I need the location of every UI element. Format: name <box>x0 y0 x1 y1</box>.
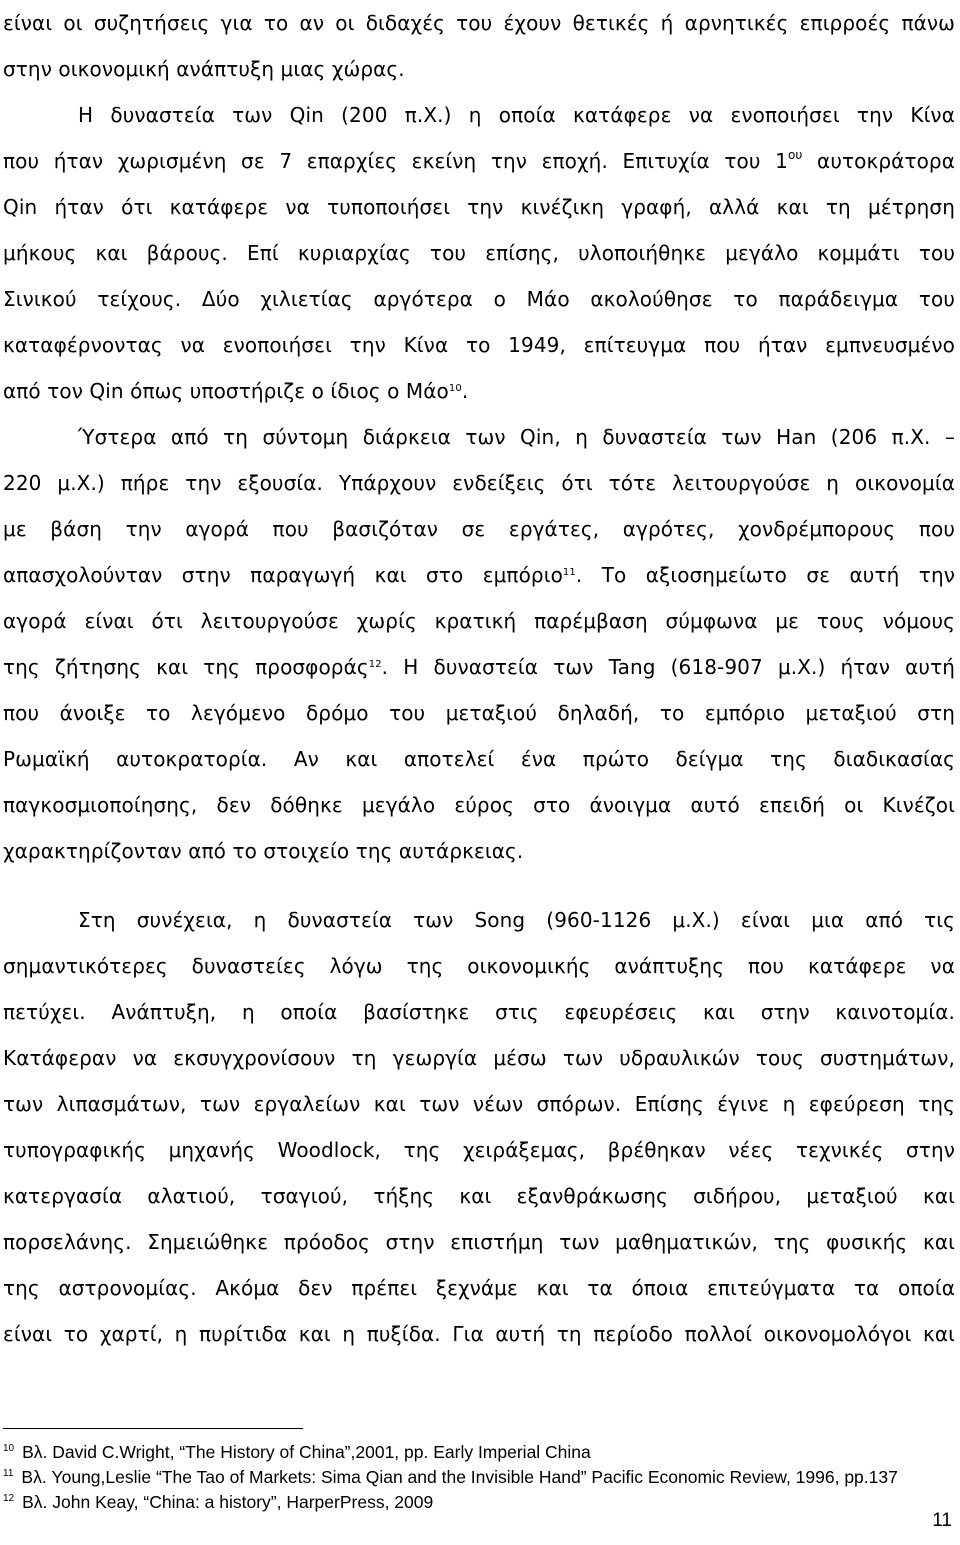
text-line: που άνοιξε το λεγόμενο δρόμο του μεταξιού δηλαδή, το εμπόριο μεταξιού στη <box>3 701 955 725</box>
ordinal-superscript: ου <box>787 148 803 162</box>
line-text: που ήταν χωρισμένη σε 7 επαρχίες εκείνη την εποχή. Επιτυχία του 1 <box>3 149 788 173</box>
text-line: αγορά είναι ότι λειτουργούσε χωρίς κρατική παρέμβαση σύμφωνα με τους νόμους <box>3 609 955 633</box>
text-line <box>3 644 955 690</box>
footnote-reference: 12 <box>368 659 382 670</box>
text-line: είναι το χαρτί, η πυρίτιδα και η πυξίδα. Για αυτή τη περίοδο πολλοί οικονομολόγοι και <box>3 1322 955 1346</box>
text-line: Σινικού τείχους. Δύο χιλιετίας αργότερα ο Μάο ακολούθησε το παράδειγμα του <box>3 287 955 311</box>
footnote-number: 11 <box>3 1468 14 1479</box>
text-line: κατεργασία αλατιού, τσαγιού, τήξης και εξανθράκωσης σιδήρου, μεταξιού και <box>3 1184 955 1208</box>
text-line: πορσελάνης. Σημειώθηκε πρόοδος στην επιστήμη των μαθηματικών, της φυσικής και <box>3 1230 955 1254</box>
text-line: Qin ήταν ότι κατάφερε να τυποποιήσει την κινέζικη γραφή, αλλά και τη μέτρηση <box>3 195 955 219</box>
footnote-number: 10 <box>3 1443 15 1454</box>
text-line: με βάση την αγορά που βασιζόταν σε εργάτες, αγρότες, χονδρέμπορους που <box>3 517 955 541</box>
text-line: 220 μ.Χ.) πήρε την εξουσία. Υπάρχουν ενδείξεις ότι τότε λειτουργούσε η οικονομία <box>3 471 955 495</box>
line-text-tail: αυτοκράτορα <box>802 149 955 173</box>
text-line: χαρακτηρίζονταν από το στοιχείο της αυτάρκειας. <box>3 839 524 863</box>
line-text-tail: . Η δυναστεία των Tang (618-907 μ.Χ.) ήταν αυτή <box>381 655 955 679</box>
footnote-item <box>3 1490 898 1515</box>
line-text: απασχολούνταν στην παραγωγή και στο εμπόριο <box>3 563 563 587</box>
body-text <box>3 0 955 1357</box>
footnote-text: Βλ. Young,Leslie “The Tao of Markets: Sima Qian and the Invisible Hand” Pacific Economic Review, 1996, pp.137 <box>21 1467 898 1487</box>
footnote-text: Βλ. David C.Wright, “The History of China”,2001, pp. Early Imperial China <box>22 1442 591 1462</box>
text-line: παγκοσμιοποίησης, δεν δόθηκε μεγάλο εύρος στο άνοιγμα αυτό επειδή οι Κινέζοι <box>3 793 955 817</box>
text-line: πετύχει. Ανάπτυξη, η οποία βασίστηκε στις εφευρέσεις και στην καινοτομία. <box>3 1000 955 1024</box>
text-line: Κατάφεραν να εκσυγχρονίσουν τη γεωργία μέσω των υδραυλικών τους συστημάτων, <box>3 1046 955 1070</box>
text-line: Ύστερα από τη σύντομη διάρκεια των Qin, η δυναστεία των Han (206 π.Χ. – <box>78 425 955 449</box>
text-line <box>3 138 955 184</box>
footnote-text: Βλ. John Keay, “China: a history”, HarperPress, 2009 <box>22 1492 434 1512</box>
text-line: καταφέρνοντας να ενοποιήσει την Κίνα το 1949, επίτευγμα που ήταν εμπνευσμένο <box>3 333 955 357</box>
text-line: της αστρονομίας. Ακόμα δεν πρέπει ξεχνάμε και τα όποια επιτεύγματα τα οποία <box>3 1276 955 1300</box>
page-number: 11 <box>932 1510 952 1531</box>
footnotes <box>3 1440 898 1515</box>
text-line: Στη συνέχεια, η δυναστεία των Song (960-1126 μ.Χ.) είναι μια από τις <box>78 908 955 932</box>
text-line <box>3 552 955 598</box>
text-line: σημαντικότερες δυναστείες λόγω της οικονομικής ανάπτυξης που κατάφερε να <box>3 954 955 978</box>
text-line: Ρωμαϊκή αυτοκρατορία. Αν και αποτελεί ένα πρώτο δείγμα της διαδικασίας <box>3 747 955 771</box>
footnote-reference: 11 <box>562 567 576 578</box>
footnote-separator <box>3 1428 303 1429</box>
line-text: από τον Qin όπως υποστήριζε ο ίδιος ο Μάο <box>3 379 449 403</box>
footnote-number: 12 <box>3 1493 15 1504</box>
line-text-tail: . <box>461 379 469 403</box>
footnote-item <box>3 1465 898 1490</box>
footnote-reference: 10 <box>448 383 462 394</box>
footnote-item <box>3 1440 898 1465</box>
text-line: Η δυναστεία των Qin (200 π.Χ.) η οποία κατάφερε να ενοποιήσει την Κίνα <box>78 103 955 127</box>
text-line <box>3 368 955 414</box>
paragraph-gap <box>3 874 955 897</box>
text-line: μήκους και βάρους. Επί κυριαρχίας του επίσης, υλοποιήθηκε μεγάλο κομμάτι του <box>3 241 955 265</box>
line-text-tail: . Το αξιοσημείωτο σε αυτή την <box>575 563 955 587</box>
text-line: στην οικονομική ανάπτυξη μιας χώρας. <box>3 57 405 81</box>
text-line: των λιπασμάτων, των εργαλείων και των νέων σπόρων. Επίσης έγινε η εφεύρεση της <box>3 1092 955 1116</box>
line-text: της ζήτησης και της προσφοράς <box>3 655 369 679</box>
text-line: τυπογραφικής μηχανής Woodlock, της χειράξεμας, βρέθηκαν νέες τεχνικές στην <box>3 1138 955 1162</box>
text-line: είναι οι συζητήσεις για το αν οι διδαχές του έχουν θετικές ή αρνητικές επιρροές πάνω <box>3 11 955 35</box>
